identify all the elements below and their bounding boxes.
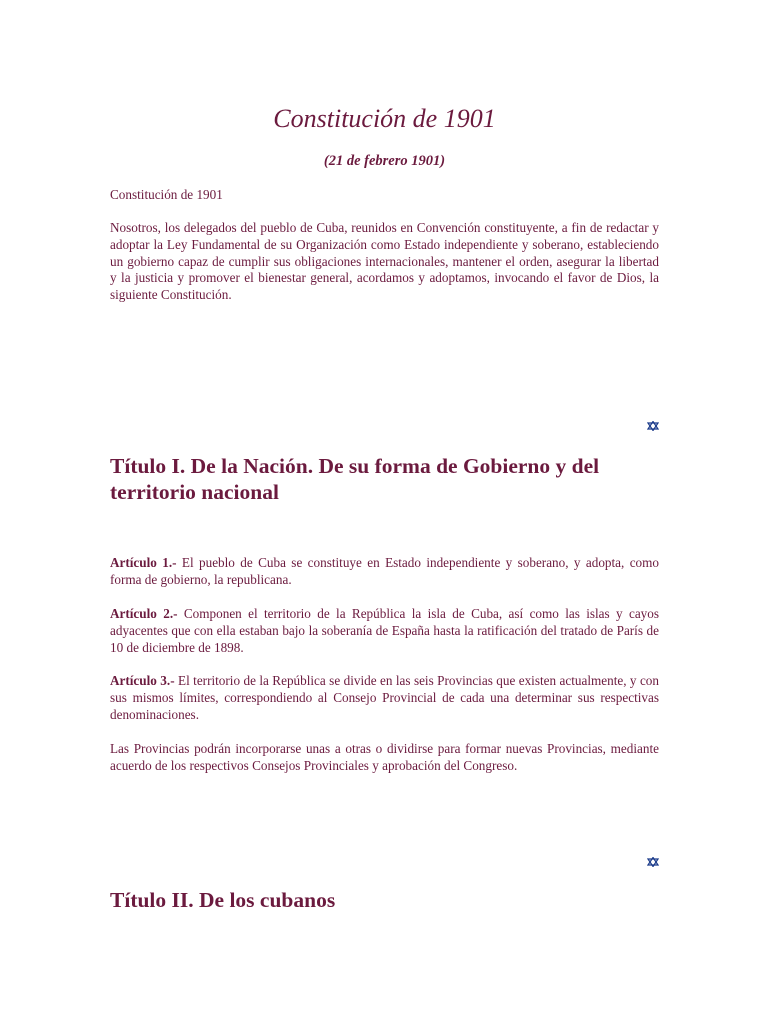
title-2-heading: Título II. De los cubanos [110,888,336,912]
article-1-label: Artículo 1.- [110,555,177,570]
article-3-label: Artículo 3.- [110,673,175,688]
document-subtitle: Constitución de 1901 [110,187,223,202]
document-title: Constitución de 1901 [273,104,496,133]
article-1 [110,555,659,589]
article-2-text: Componen el territorio de la República la isla de Cuba, así como las islas y cayos adyacentes que con ella estaban bajo la soberanía de España hasta la ratificación del tratado de París de 10 de diciembre de 1898. [110,606,660,655]
article-3 [110,673,659,723]
article-3-text: El territorio de la República se divide en las seis Provincias que existen actualmente, y con sus mismos límites, correspondiendo al Consejo Provincial de cada una determinar sus respectivas denominaciones. [110,673,659,722]
article-2 [110,606,659,656]
back-to-top-star-icon[interactable] [647,854,659,864]
document-date: (21 de febrero 1901) [323,153,446,169]
article-2-label: Artículo 2.- [110,606,178,621]
provinces-paragraph: Las Provincias podrán incorporarse unas a otras o dividirse para formar nuevas Provincias, mediante acuerdo de los respectivos Consejos Provinciales y aprobación del Congreso. [110,741,659,773]
title-1-heading: Título I. De la Nación. De su forma de Gobierno y del territorio nacional [110,454,600,504]
back-to-top-star-icon[interactable] [647,418,659,428]
article-1-text: El pueblo de Cuba se constituye en Estado independiente y soberano, y adopta, como forma de gobierno, la republicana. [110,555,659,587]
preamble-paragraph: Nosotros, los delegados del pueblo de Cuba, reunidos en Convención constituyente, a fin de redactar y adoptar la Ley Fundamental de su Organización como Estado independiente y soberano, estableciendo un gobierno capaz de cumplir sus obligaciones internacionales, mantener el orden, asegurar la libertad y la justicia y promover el bienestar general, acordamos y adoptamos, invocando el favor de Dios, la siguiente Constitución. [110,220,659,303]
